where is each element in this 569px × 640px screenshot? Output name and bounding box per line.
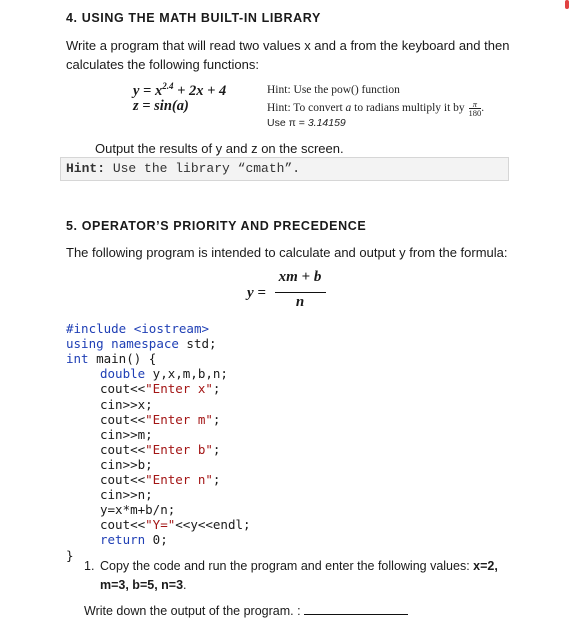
question-body: Copy the code and run the program and enter the following values:	[100, 559, 474, 573]
code-token: int	[66, 351, 89, 367]
code-token: cin>>b;	[100, 456, 153, 472]
code-token: return	[100, 532, 146, 548]
equation-y	[133, 81, 226, 100]
write-down-line	[84, 602, 408, 621]
cmath-hint-box	[60, 157, 509, 181]
code-token: "Enter b"	[145, 441, 213, 457]
question-number: 1.	[84, 559, 95, 573]
code-token: "Enter m"	[145, 411, 213, 427]
pi-over-180	[469, 100, 482, 117]
code-token: double	[100, 366, 146, 382]
code-token: ;	[212, 472, 221, 488]
code-token: cin>>x;	[100, 396, 153, 412]
code-line	[66, 502, 251, 517]
question-values-2: m=3, b=5, n=3	[100, 578, 184, 592]
section5-heading: 5. OPERATOR’S PRIORITY AND PRECEDENCE	[66, 219, 367, 233]
intro-line-2: calculates the following functions:	[66, 57, 259, 72]
hint2-suffix: to radians multiply it by	[354, 102, 465, 115]
question-end: .	[183, 578, 187, 592]
code-line	[66, 381, 251, 396]
cmath-hint-text: Use the library “cmath”.	[105, 161, 301, 176]
code-token: cin>>n;	[100, 487, 153, 503]
code-token: cin>>m;	[100, 426, 153, 442]
code-token: <iostream>	[126, 321, 210, 337]
code-line	[66, 351, 251, 366]
section4-intro	[66, 36, 536, 74]
code-line	[66, 472, 251, 487]
code-token: namespace	[111, 336, 179, 352]
section4-heading: 4. USING THE MATH BUILT-IN LIBRARY	[66, 11, 321, 25]
eq1-rhs: + 2x + 4	[173, 82, 227, 99]
scroll-marker	[565, 0, 569, 9]
code-token: }	[66, 547, 74, 563]
answer-blank[interactable]	[304, 603, 408, 615]
code-line	[66, 517, 251, 532]
code-line	[66, 427, 251, 442]
code-line	[66, 412, 251, 427]
question-values-1: x=2,	[473, 559, 498, 573]
eq1-exponent: 2.4	[162, 81, 174, 91]
hint-radians: Hint: To convert a to radians multiply it by $\frac{\pi}{180}$ .	[267, 99, 485, 118]
pi-numerator: π	[472, 99, 478, 109]
code-token: cout<<	[100, 472, 146, 488]
code-token: "Enter x"	[145, 381, 213, 397]
code-token: 0;	[145, 532, 168, 548]
code-line	[66, 442, 251, 457]
hint-pi-value	[267, 117, 346, 129]
hint2-prefix: Hint: To convert	[267, 102, 343, 115]
hint2-var: a	[345, 102, 352, 115]
code-token: main() {	[88, 351, 157, 367]
code-line	[66, 487, 251, 502]
hint-pow: Hint: Use the pow() function	[267, 84, 400, 96]
code-token: #include	[66, 321, 127, 337]
code-token: y=x*m+b/n;	[100, 502, 176, 518]
code-token: cout<<	[100, 517, 146, 533]
code-token: ;	[212, 441, 221, 457]
code-token: <<y<<endl;	[175, 517, 251, 533]
equation-z: z = sin(a)	[133, 98, 189, 114]
code-token: cout<<	[100, 411, 146, 427]
section5-intro: The following program is intended to calculate and output y from the formula:	[66, 245, 508, 260]
code-block	[66, 306, 251, 578]
hint3-value: 3.14159	[307, 117, 346, 129]
write-down-text: Write down the output of the program. :	[84, 604, 301, 618]
question-text	[100, 557, 510, 595]
code-token: std;	[178, 336, 217, 352]
formula-numerator: xm + b	[278, 269, 322, 285]
output-instruction: Output the results of y and z on the screen.	[95, 141, 344, 156]
code-token: cout<<	[100, 381, 146, 397]
pi-denominator: 180	[468, 108, 482, 118]
code-token: cout<<	[100, 441, 146, 457]
code-line	[66, 457, 251, 472]
hint3-prefix: Use π =	[267, 117, 308, 129]
cmath-hint-label: Hint:	[66, 161, 106, 176]
formula-lhs: y =	[247, 285, 266, 301]
code-line	[66, 336, 251, 351]
formula-denominator: n	[295, 294, 305, 310]
code-line	[66, 321, 251, 336]
code-token: using	[66, 336, 104, 352]
code-line	[66, 397, 251, 412]
code-token: ;	[212, 381, 221, 397]
code-token: "Enter n"	[145, 472, 213, 488]
code-token: ;	[212, 411, 221, 427]
code-line	[66, 532, 251, 547]
intro-line-1: Write a program that will read two values x and a from the keyboard and then	[66, 38, 510, 53]
formula-fraction-bar	[275, 292, 326, 293]
code-line	[66, 366, 251, 381]
code-token: "Y="	[145, 517, 176, 533]
eq1-lhs: y = x	[133, 82, 163, 99]
code-token: y,x,m,b,n;	[145, 366, 228, 382]
